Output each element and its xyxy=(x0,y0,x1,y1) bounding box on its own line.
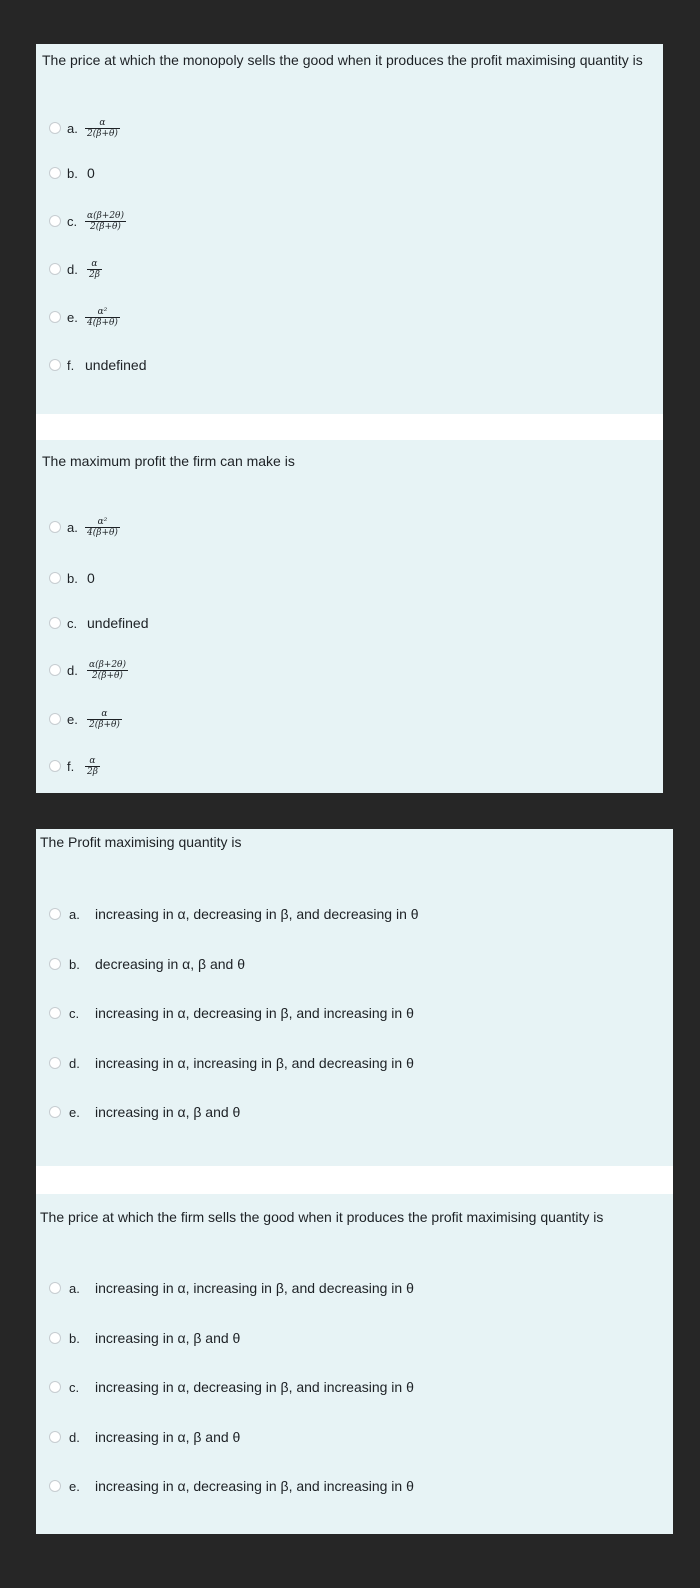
option-letter: e. xyxy=(67,309,78,325)
q3-option-a-radio[interactable] xyxy=(49,908,61,920)
q1-option-e[interactable] xyxy=(49,307,120,327)
q1-option-b[interactable] xyxy=(49,163,95,183)
option-letter: d. xyxy=(67,261,78,277)
q2-option-c-radio[interactable] xyxy=(49,617,61,629)
option-letter: d. xyxy=(67,662,78,678)
q2-option-e[interactable] xyxy=(49,709,122,729)
option-letter: b. xyxy=(67,570,78,586)
q1-option-c-fraction: $\frac{\alpha(\beta+2\theta)}{2(\beta+\theta)}$ xyxy=(87,210,124,232)
q3-option-a-text: increasing in α, decreasing in β, and decreasing in θ xyxy=(95,906,419,922)
option-letter: c. xyxy=(69,1379,80,1395)
q2-option-a-fraction: $\frac{\text{α²}}{4(\beta+\theta)}$ xyxy=(87,516,118,538)
q2-option-b-text: 0 xyxy=(87,570,95,586)
q3-option-b-radio[interactable] xyxy=(49,958,61,970)
option-letter: e. xyxy=(67,711,78,727)
option-letter: d. xyxy=(69,1429,80,1445)
question-3-panel xyxy=(36,829,673,1166)
q1-option-c-radio[interactable] xyxy=(49,215,61,227)
q1-option-a-fraction: $\frac{\alpha}{2(\beta+\theta)}$ xyxy=(87,117,118,139)
option-letter: a. xyxy=(69,906,80,922)
q1-option-f[interactable] xyxy=(49,355,147,375)
q4-option-d-radio[interactable] xyxy=(49,1431,61,1443)
option-letter: b. xyxy=(67,165,78,181)
q4-option-b[interactable] xyxy=(49,1328,240,1348)
q4-option-b-radio[interactable] xyxy=(49,1332,61,1344)
q4-option-a[interactable] xyxy=(49,1278,414,1298)
q3-option-e-radio[interactable] xyxy=(49,1106,61,1118)
q2-option-e-fraction: $\frac{\alpha}{2(\beta+\theta)}$ xyxy=(89,708,120,730)
q2-option-a-radio[interactable] xyxy=(49,521,61,533)
q1-option-e-fraction: $\frac{\text{α²}}{4(\beta+\theta)}$ xyxy=(87,306,118,328)
q1-option-b-text: 0 xyxy=(87,165,95,181)
q3-option-c-radio[interactable] xyxy=(49,1007,61,1019)
question-4-panel xyxy=(36,1194,673,1534)
question-1-text: The price at which the monopoly sells the good when it produces the profit maximising quantity is xyxy=(42,52,643,68)
question-divider xyxy=(36,414,663,440)
q2-option-b[interactable] xyxy=(49,568,95,588)
q4-option-a-radio[interactable] xyxy=(49,1282,61,1294)
option-letter: b. xyxy=(69,1330,80,1346)
q1-option-d-fraction: $\frac{\alpha}{2\beta}$ xyxy=(89,258,100,280)
question-2-text: The maximum profit the firm can make is xyxy=(42,453,295,469)
q3-option-e[interactable] xyxy=(49,1102,240,1122)
q3-option-e-text: increasing in α, β and θ xyxy=(95,1104,241,1120)
q2-option-c-text: undefined xyxy=(87,615,149,631)
q2-option-b-radio[interactable] xyxy=(49,572,61,584)
option-letter: a. xyxy=(67,120,78,136)
option-letter: e. xyxy=(69,1104,80,1120)
option-letter: a. xyxy=(69,1280,80,1296)
q3-option-d-text: increasing in α, increasing in β, and decreasing in θ xyxy=(95,1055,414,1071)
q4-option-d-text: increasing in α, β and θ xyxy=(95,1429,241,1445)
question-3-text: The Profit maximising quantity is xyxy=(40,834,242,850)
q2-option-c[interactable] xyxy=(49,613,149,633)
q1-option-a[interactable] xyxy=(49,118,120,138)
q2-option-d-fraction: $\frac{\alpha(\beta+2\theta)}{2(\beta+\theta)}$ xyxy=(89,659,126,681)
option-letter: f. xyxy=(67,357,75,373)
q4-option-c[interactable] xyxy=(49,1377,414,1397)
q4-option-e[interactable] xyxy=(49,1476,414,1496)
option-letter: d. xyxy=(69,1055,80,1071)
q3-option-d[interactable] xyxy=(49,1053,414,1073)
q2-option-f-fraction: $\frac{\alpha}{2\beta}$ xyxy=(87,755,98,777)
q1-option-c[interactable] xyxy=(49,211,126,231)
q4-option-e-radio[interactable] xyxy=(49,1480,61,1492)
q2-option-d[interactable] xyxy=(49,660,128,680)
option-letter: b. xyxy=(69,956,80,972)
question-1-panel xyxy=(36,44,663,414)
option-letter: c. xyxy=(67,213,78,229)
question-divider xyxy=(36,1166,673,1194)
q2-option-e-radio[interactable] xyxy=(49,713,61,725)
q3-option-a[interactable] xyxy=(49,904,419,924)
option-letter: e. xyxy=(69,1478,80,1494)
q1-option-d[interactable] xyxy=(49,259,102,279)
q3-option-c-text: increasing in α, decreasing in β, and increasing in θ xyxy=(95,1005,414,1021)
option-letter: c. xyxy=(69,1005,80,1021)
option-letter: a. xyxy=(67,519,78,535)
q3-option-b[interactable] xyxy=(49,954,245,974)
q4-option-b-text: increasing in α, β and θ xyxy=(95,1330,241,1346)
q4-option-d[interactable] xyxy=(49,1427,240,1447)
q2-option-f[interactable] xyxy=(49,756,100,776)
q1-option-a-radio[interactable] xyxy=(49,122,61,134)
q2-option-f-radio[interactable] xyxy=(49,760,61,772)
q3-option-c[interactable] xyxy=(49,1003,414,1023)
q4-option-c-radio[interactable] xyxy=(49,1381,61,1393)
q3-option-d-radio[interactable] xyxy=(49,1057,61,1069)
q1-option-d-radio[interactable] xyxy=(49,263,61,275)
q1-option-f-radio[interactable] xyxy=(49,359,61,371)
option-letter: f. xyxy=(67,758,75,774)
q3-option-b-text: decreasing in α, β and θ xyxy=(95,956,246,972)
q4-option-c-text: increasing in α, decreasing in β, and increasing in θ xyxy=(95,1379,414,1395)
q4-option-a-text: increasing in α, increasing in β, and decreasing in θ xyxy=(95,1280,414,1296)
option-letter: c. xyxy=(67,615,78,631)
question-4-text: The price at which the firm sells the good when it produces the profit maximising quantity is xyxy=(40,1209,604,1225)
q2-option-d-radio[interactable] xyxy=(49,664,61,676)
question-2-panel xyxy=(36,440,663,793)
q2-option-a[interactable] xyxy=(49,517,120,537)
q4-option-e-text: increasing in α, decreasing in β, and increasing in θ xyxy=(95,1478,414,1494)
q1-option-b-radio[interactable] xyxy=(49,167,61,179)
q1-option-e-radio[interactable] xyxy=(49,311,61,323)
q1-option-f-text: undefined xyxy=(85,357,147,373)
